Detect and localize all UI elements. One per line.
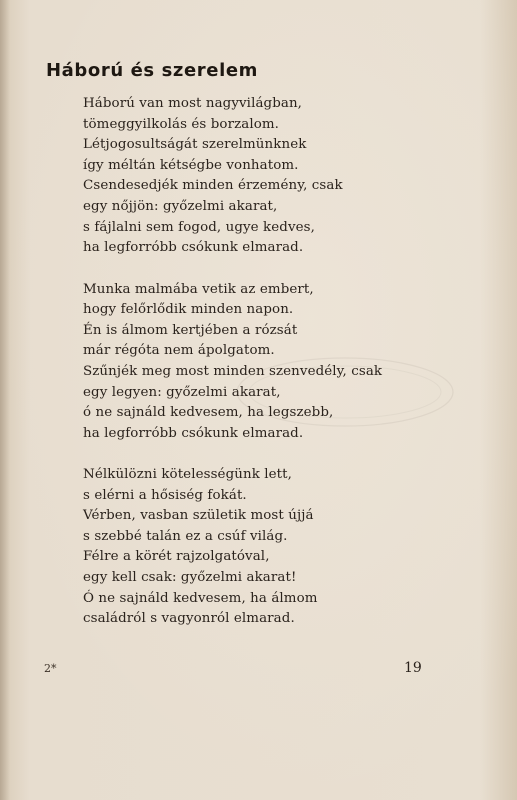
poem-line: családról s vagyonról elmarad. (83, 611, 295, 627)
poem-line: már régóta nem ápolgatom. (83, 343, 275, 359)
stanza-3 (83, 465, 403, 630)
stanza-2 (83, 280, 403, 445)
poem-line: Csendesedjék minden érzemény, csak (83, 178, 343, 194)
poem-line: Félre a körét rajzolgatóval, (83, 549, 270, 565)
poem-line: ha legforróbb csókunk elmarad. (83, 425, 304, 441)
signature-mark: 2* (44, 662, 57, 675)
stanza-1 (83, 94, 403, 259)
poem-line: így méltán kétségbe vonhatom. (83, 157, 299, 173)
poem-line: Szűnjék meg most minden szenvedély, csak (83, 363, 383, 379)
poem-line: s fájlalni sem fogod, ugye kedves, (83, 219, 315, 235)
page-number: 19 (404, 660, 422, 676)
poem-line: egy nőjjön: győzelmi akarat, (83, 198, 278, 214)
poem-line: egy kell csak: győzelmi akarat! (83, 570, 297, 586)
poem-line: ó ne sajnáld kedvesem, ha legszebb, (83, 405, 334, 421)
spine-shadow (0, 0, 10, 800)
poem-line: Háború van most nagyvilágban, (83, 96, 303, 111)
poem-line: Vérben, vasban születik most újjá (83, 508, 314, 524)
poem-line: tömeggyilkolás és borzalom. (83, 116, 280, 132)
poem-body (83, 94, 403, 651)
poem-line: Létjogosultságát szerelmünknek (83, 137, 307, 153)
poem-line: s szebbé talán ez a csúf világ. (83, 528, 288, 544)
poem-line: Én is álmom kertjében a rózsát (83, 322, 298, 338)
poem-line: Munka malmába vetik az embert, (83, 281, 314, 297)
poem-line: hogy felőrlődik minden napon. (83, 302, 294, 318)
poem-title: Háború és szerelem (46, 60, 259, 81)
poem-line: s elérni a hősiség fokát. (83, 487, 247, 503)
poem-line: egy legyen: győzelmi akarat, (83, 384, 281, 400)
poem-line: Nélkülözni kötelességünk lett, (83, 467, 292, 483)
poem-line: Ó ne sajnáld kedvesem, ha álmom (83, 590, 318, 606)
poem-line: ha legforróbb csókunk elmarad. (83, 240, 304, 256)
